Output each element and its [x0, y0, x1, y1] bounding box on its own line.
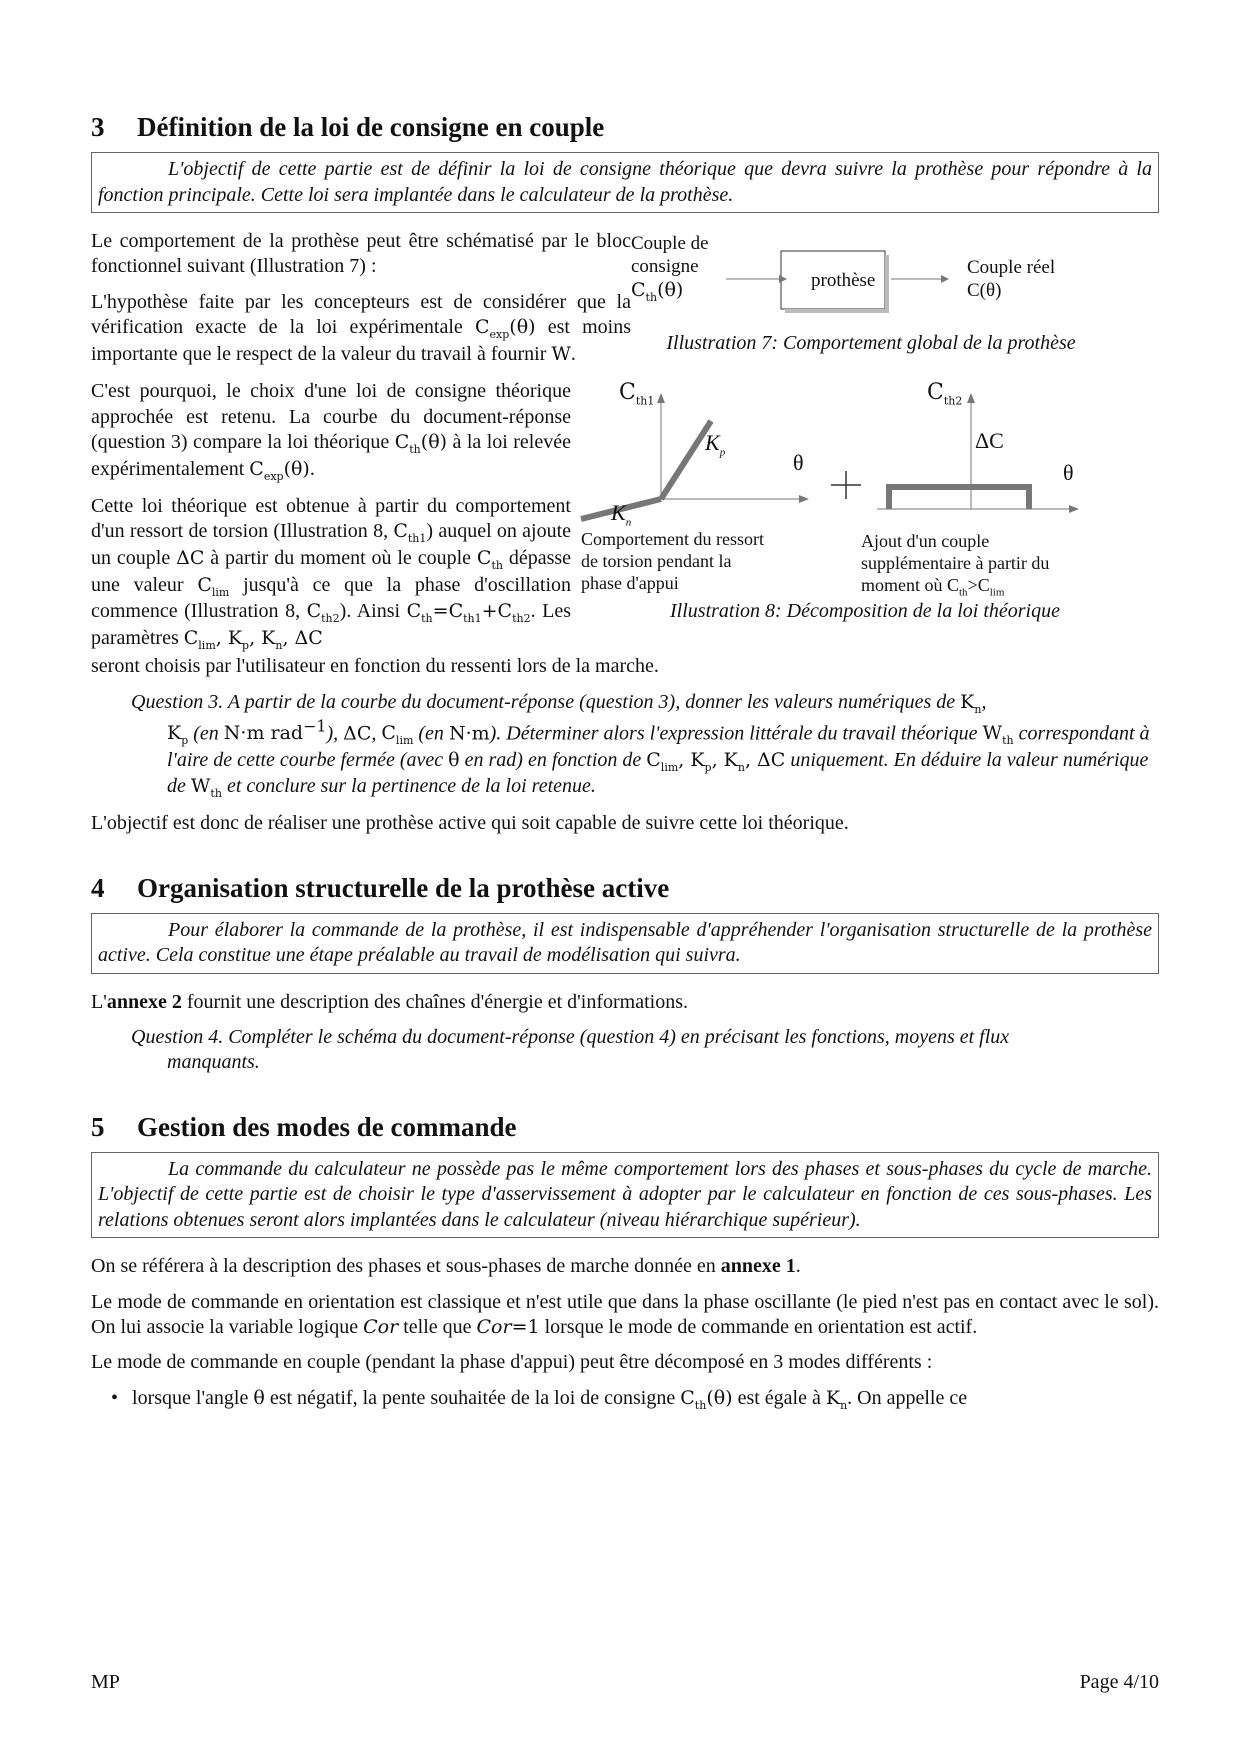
- delta-c-label: ΔC: [975, 428, 1004, 454]
- paragraph: L'hypothèse faite par les concepteurs est de considérer que la vérification exacte de la loi expérimentale $C_{exp}(\theta)$ est moins importante que le respect de la valeur du travail à fournir W.: [91, 290, 632, 365]
- section-3-middle-row: [91, 379, 1159, 654]
- question-3: Question 3. A partir de la courbe du document-réponse (question 3), donner les valeurs numériques de $K_n$, $K_p$ (en N·m rad$^{-1}$), ΔC, $C_{lim}$ (en N·m). Déterminer alors l'expression littérale du travail théorique $W_{th}$ correspondant à l'aire de cette courbe fermée (avec θ en rad) en fonction de $C_{lim}$, $K_p$, $K_n$, ΔC uniquement. En déduire la valeur numérique de $W_{th}$ et conclure sur la pertinence de la loi retenue.: [131, 690, 1150, 801]
- paragraph: L'annexe 2 fournit une description des chaînes d'énergie et d'informations.: [91, 990, 688, 1013]
- paragraph: C'est pourquoi, le choix d'une loi de consigne théorique approchée est retenu. La courbe du document-réponse (question 3) compare la loi théorique $C_{th}(\theta)$ à la loi relevée expérimentalement $C_{exp}(\theta)$.: [91, 380, 571, 483]
- delta-c-step: [889, 487, 1029, 509]
- objective-text: L'objectif de cette partie est de définir la loi de consigne théorique que devra suivre la prothèse pour répondre à la fonction principale. Cette loi sera implantée dans le calculateur de la prothèse.: [98, 158, 1152, 206]
- section-5-objective: La commande du calculateur ne possède pas le même comportement lors des phases et sous-phases du cycle de marche. L'objectif de cette partie est de choisir le type d'asservissement à adopter par le calculateur en fonction de ces sous-phases. Les relations obtenues seront alors implantées dans le calculateur (niveau hiérarchique supérieur).: [91, 1152, 1159, 1238]
- input-label: Couple de consigne $C_{th}(\theta)$: [631, 233, 709, 304]
- cth2-label: $C_{th2}$: [927, 380, 963, 408]
- section-5-heading: 5 Gestion des modes de commande: [91, 1111, 517, 1142]
- section-3-objective: [91, 152, 1159, 213]
- paragraph: On se référera à la description des phases et sous-phases de marche donnée en annexe 1.: [91, 1255, 801, 1278]
- theta-label-left: θ: [793, 450, 804, 476]
- kp-label: $K_p$: [705, 430, 726, 459]
- right-graph-caption: Ajout d'un couple supplémentaire à partir du moment où $C_{th}>C_{lim}$: [861, 531, 1050, 599]
- cth1-label: $C_{th1}$: [619, 380, 655, 408]
- paragraph: Cette loi théorique est obtenue à partir du comportement d'un ressort de torsion (Illustration 8, $C_{th1}$) auquel on ajoute un couple ΔC à partir du moment où le couple $C_{th}$ dépasse une valeur $C_{lim}$ jusqu'à ce que la phase d'oscillation commence (Illustration 8, $C_{th2}$). Ainsi $C_{th}=C_{th1}+C_{th2}$. Les paramètres $C_{lim}$, $K_p$, $K_n$, ΔC: [91, 494, 572, 652]
- kn-label: $K_n$: [611, 500, 632, 529]
- footer-left: MP: [91, 1671, 120, 1693]
- paragraph: Le mode de commande en orientation est classique et n'est utile que dans la phase oscillante (le pied n'est pas en contact avec le sol). On lui associe la variable logique Cor telle que Cor=1 lorsque le mode de commande en orientation est actif.: [91, 1290, 1159, 1339]
- page-footer: [91, 1670, 1159, 1695]
- theta-label-right: θ: [1063, 460, 1074, 486]
- illustration-8-caption: Illustration 8: Décomposition de la loi théorique: [670, 600, 1060, 623]
- section-3-heading: [91, 110, 1159, 144]
- question-4: Question 4. Compléter le schéma du document-réponse (question 4) en précisant les fonctions, moyens et flux manquants.: [131, 1026, 1010, 1074]
- section-title: Définition de la loi de consigne en couple: [137, 112, 605, 142]
- page-content: [91, 110, 1159, 1413]
- section-number: 3: [91, 112, 105, 142]
- paragraph: Le comportement de la prothèse peut être schématisé par le bloc fonctionnel suivant (Illustration 7) :: [91, 230, 631, 278]
- paragraph: L'objectif est donc de réaliser une prothèse active qui soit capable de suivre cette loi théorique.: [91, 812, 849, 835]
- paragraph: Le mode de commande en couple (pendant la phase d'appui) peut être décomposé en 3 modes différents :: [91, 1351, 933, 1374]
- block-label: prothèse: [811, 270, 876, 292]
- output-label: Couple réel C(θ): [967, 257, 1056, 301]
- paragraph: seront choisis par l'utilisateur en fonction du ressenti lors de la marche.: [91, 655, 659, 678]
- kp-line: [661, 421, 711, 499]
- section-4-heading: 4 Organisation structurelle de la prothèse active: [91, 872, 670, 903]
- section-3-left-text: [91, 229, 631, 377]
- list-item: • lorsque l'angle θ est négatif, la pente souhaitée de la loi de consigne $C_{th}(\theta)$ est égale à $K_n$. On appelle ce: [111, 1386, 968, 1412]
- bullet-icon: •: [111, 1386, 119, 1409]
- section-3-top-row: [91, 229, 1159, 377]
- illustration-7: [631, 229, 1159, 377]
- illustration-8: [571, 379, 1159, 654]
- section-3-middle-text: [91, 379, 571, 654]
- page-number: Page 4/10: [1079, 1671, 1159, 1693]
- left-graph-caption: Comportement du ressort de torsion pendant la phase d'appui: [581, 529, 764, 593]
- section-4-objective: Pour élaborer la commande de la prothèse, il est indispensable d'appréhender l'organisation structurelle de la prothèse active. Cela constitue une étape préalable au travail de modélisation qui suivra.: [91, 913, 1159, 974]
- illustration-7-caption: Illustration 7: Comportement global de la prothèse: [666, 332, 1076, 355]
